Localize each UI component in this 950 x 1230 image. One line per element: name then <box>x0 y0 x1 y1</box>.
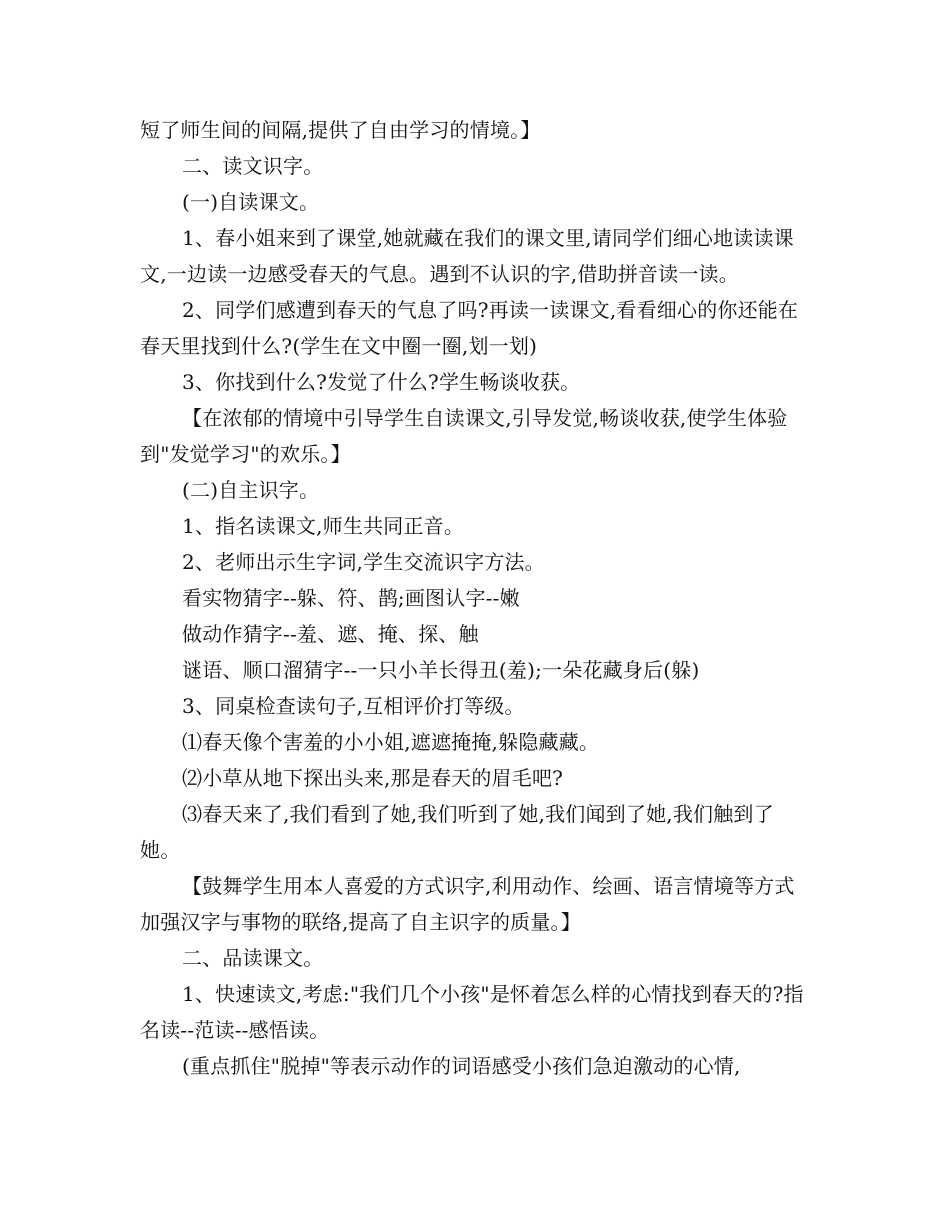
section-heading-close-reading: 二、品读课文。 <box>182 946 324 970</box>
subsection-heading-self-literacy: (二)自主识字。 <box>182 478 320 502</box>
sentence-1: ⑴春天像个害羞的小小姐,遮遮掩掩,躲隐藏藏。 <box>182 730 600 754</box>
paragraph-14: 3、同桌检查读句子,互相评价打等级。 <box>182 694 525 718</box>
paragraph-4: 1、春小姐来到了课堂,她就藏在我们的课文里,请同学们细心地读读课文,一边读一边感受春天的气息。遇到不认识的字,借助拼音读一读。 <box>140 226 794 286</box>
paragraph-1: 短了师生间的间隔,提供了自由学习的情境。】 <box>140 118 541 142</box>
paragraph-9: 1、指名读课文,师生共同正音。 <box>182 514 465 538</box>
paragraph-20: 1、快速读文,考虑:"我们几个小孩"是怀着怎么样的心情找到春天的?指名读--范读--感悟读。 <box>140 982 804 1042</box>
section-heading-read-text: 二、读文识字。 <box>182 154 324 178</box>
paragraph-5: 2、同学们感遭到春天的气息了吗?再读一读课文,看看细心的你还能在春天里找到什么?(学生在文中圈一圈,划一划) <box>140 298 799 358</box>
commentary-note-1: 【在浓郁的情境中引导学生自读课文,引导发觉,畅谈收获,使学生体验到"发觉学习"的欢乐。】 <box>140 406 788 466</box>
paragraph-21: (重点抓住"脱掉"等表示动作的词语感受小孩们急迫激动的心情, <box>182 1054 741 1078</box>
sentence-2: ⑵小草从地下探出头来,那是春天的眉毛吧? <box>182 766 564 790</box>
document-body <box>140 112 812 1084</box>
subsection-heading-self-read: (一)自读课文。 <box>182 190 320 214</box>
commentary-note-2: 【鼓舞学生用本人喜爱的方式识字,利用动作、绘画、语言情境等方式加强汉字与事物的联络,提高了自主识字的质量。】 <box>140 874 795 934</box>
paragraph-11: 看实物猜字--躲、符、鹊;画图认字--嫩 <box>182 586 520 610</box>
sentence-3: ⑶春天来了,我们看到了她,我们听到了她,我们闻到了她,我们触到了她。 <box>140 802 774 862</box>
paragraph-6: 3、你找到什么?发觉了什么?学生畅谈收获。 <box>182 370 581 394</box>
paragraph-12: 做动作猜字--羞、遮、掩、探、触 <box>182 622 479 646</box>
paragraph-13: 谜语、顺口溜猜字--一只小羊长得丑(羞);一朵花藏身后(躲) <box>182 658 700 682</box>
paragraph-10: 2、老师出示生字词,学生交流识字方法。 <box>182 550 545 574</box>
